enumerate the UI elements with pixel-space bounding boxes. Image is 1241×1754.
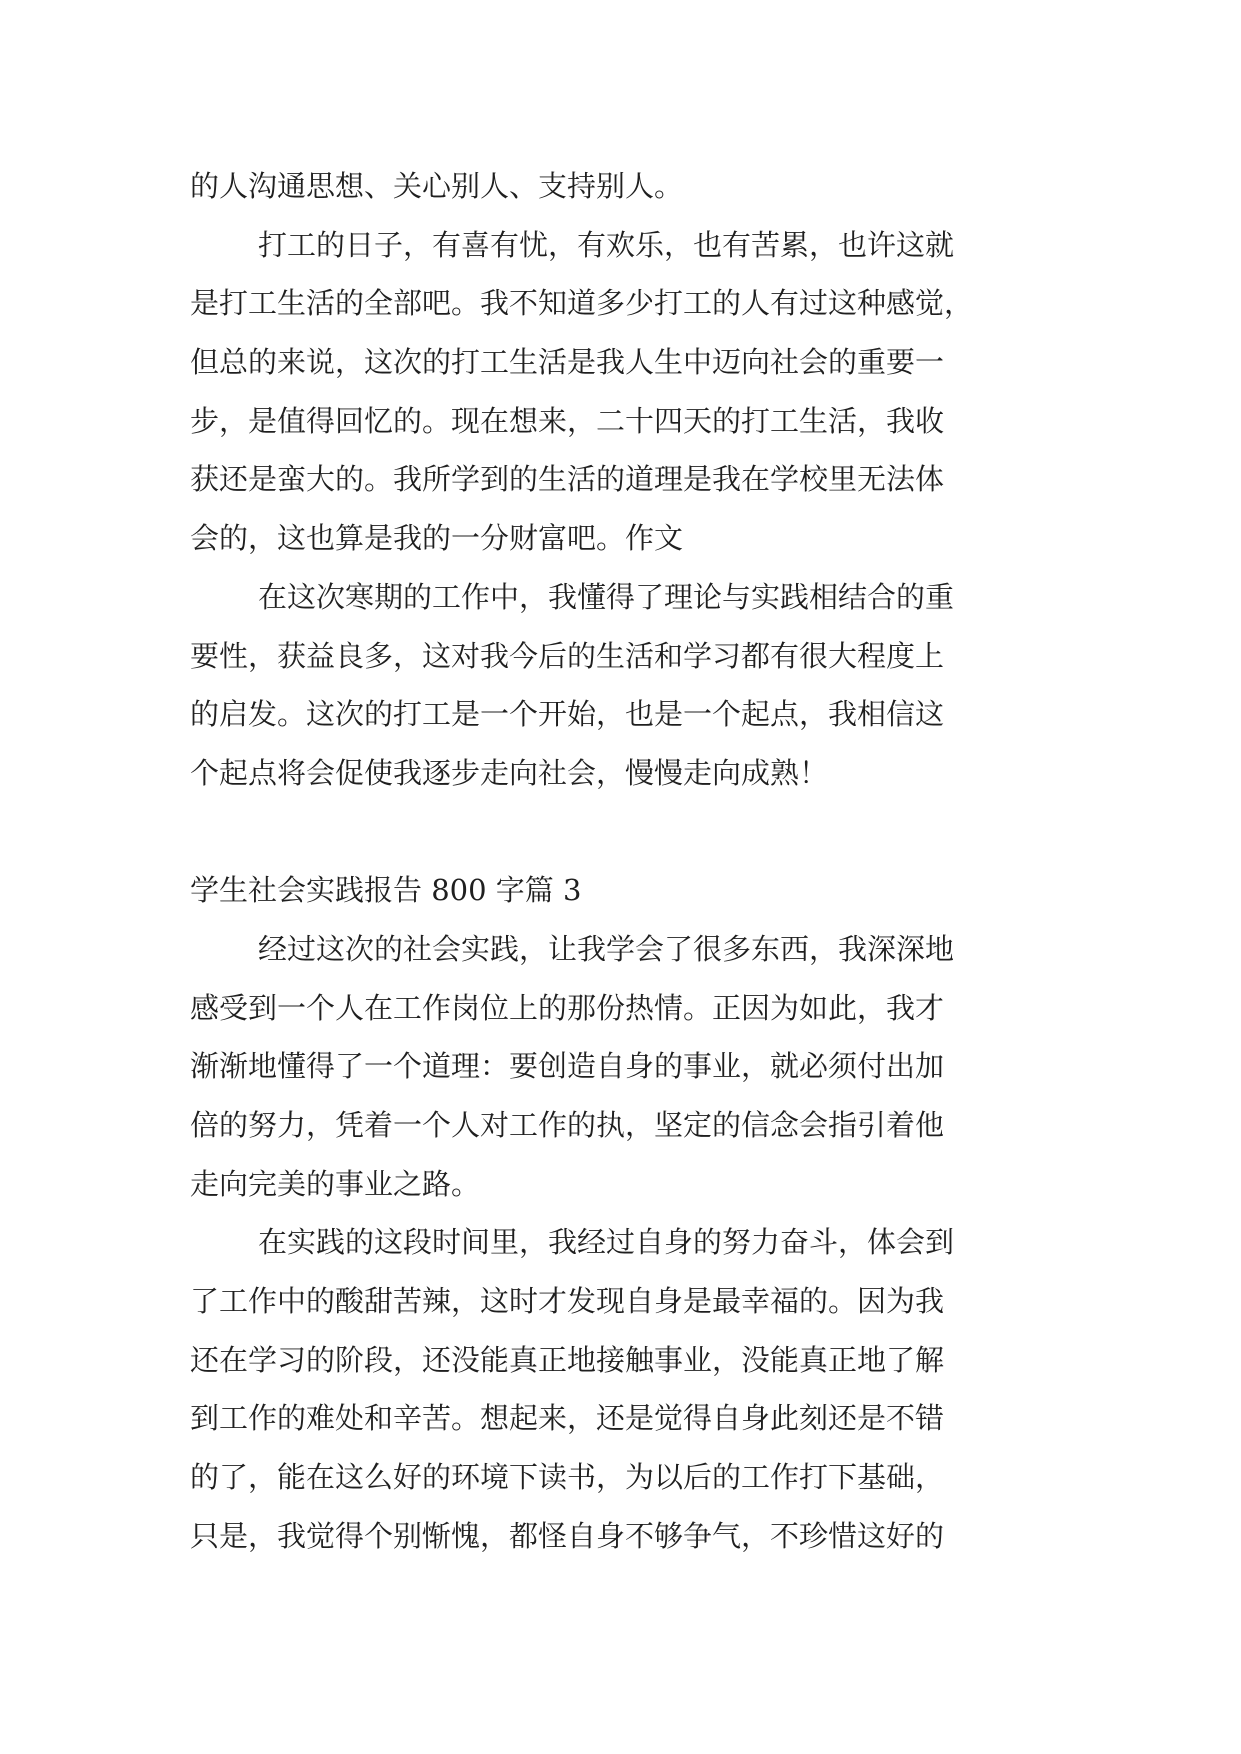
paragraph-line: 经过这次的社会实践，让我学会了很多东西，我深深地 bbox=[258, 931, 955, 966]
paragraph-line: 要性，获益良多，这对我今后的生活和学习都有很大程度上 bbox=[190, 638, 945, 673]
document-body bbox=[190, 157, 1090, 1566]
paragraph-line: 在实践的这段时间里，我经过自身的努力奋斗，体会到 bbox=[258, 1225, 955, 1260]
paragraph-line: 步，是值得回忆的。现在想来，二十四天的打工生活，我收 bbox=[190, 403, 945, 438]
paragraph-line: 倍的努力，凭着一个人对工作的执，坚定的信念会指引着他 bbox=[190, 1108, 945, 1142]
paragraph-line: 感受到一个人在工作岗位上的那份热情。正因为如此，我才 bbox=[190, 990, 945, 1025]
paragraph-line: 在这次寒期的工作中，我懂得了理论与实践相结合的重 bbox=[258, 579, 955, 614]
paragraph-line: 走向完美的事业之路。 bbox=[190, 1166, 481, 1201]
paragraph-line: 会的，这也算是我的一分财富吧。作文 bbox=[190, 521, 684, 556]
section-spacer bbox=[190, 803, 1090, 862]
paragraph-line: 是打工生活的全部吧。我不知道多少打工的人有过这种感觉， bbox=[190, 286, 974, 321]
paragraph-line: 到工作的难处和辛苦。想起来，还是觉得自身此刻还是不错 bbox=[190, 1401, 945, 1436]
paragraph-line: 渐渐地懂得了一个道理：要创造自身的事业，就必须付出加 bbox=[190, 1049, 945, 1084]
paragraph-line: 还在学习的阶段，还没能真正地接触事业，没能真正地了解 bbox=[190, 1342, 945, 1377]
paragraph-line: 的了，能在这么好的环境下读书，为以后的工作打下基础， bbox=[190, 1460, 945, 1495]
paragraph-line: 打工的日子，有喜有忧，有欢乐，也有苦累，也许这就 bbox=[258, 227, 955, 262]
paragraph-line: 了工作中的酸甜苦辣，这时才发现自身是最幸福的。因为我 bbox=[190, 1284, 945, 1319]
section-heading: 学生社会实践报告 800 字篇 3 bbox=[190, 873, 582, 908]
paragraph-line: 的启发。这次的打工是一个开始，也是一个起点，我相信这 bbox=[190, 697, 945, 732]
paragraph-line: 个起点将会促使我逐步走向社会，慢慢走向成熟！ bbox=[190, 755, 829, 790]
paragraph-line: 的人沟通思想、关心别人、支持别人。 bbox=[190, 169, 684, 203]
paragraph-line: 获还是蛮大的。我所学到的生活的道理是我在学校里无法体 bbox=[190, 462, 945, 497]
paragraph-line: 但总的来说，这次的打工生活是我人生中迈向社会的重要一 bbox=[190, 345, 945, 380]
paragraph-line: 只是，我觉得个别惭愧，都怪自身不够争气，不珍惜这好的 bbox=[190, 1518, 945, 1553]
